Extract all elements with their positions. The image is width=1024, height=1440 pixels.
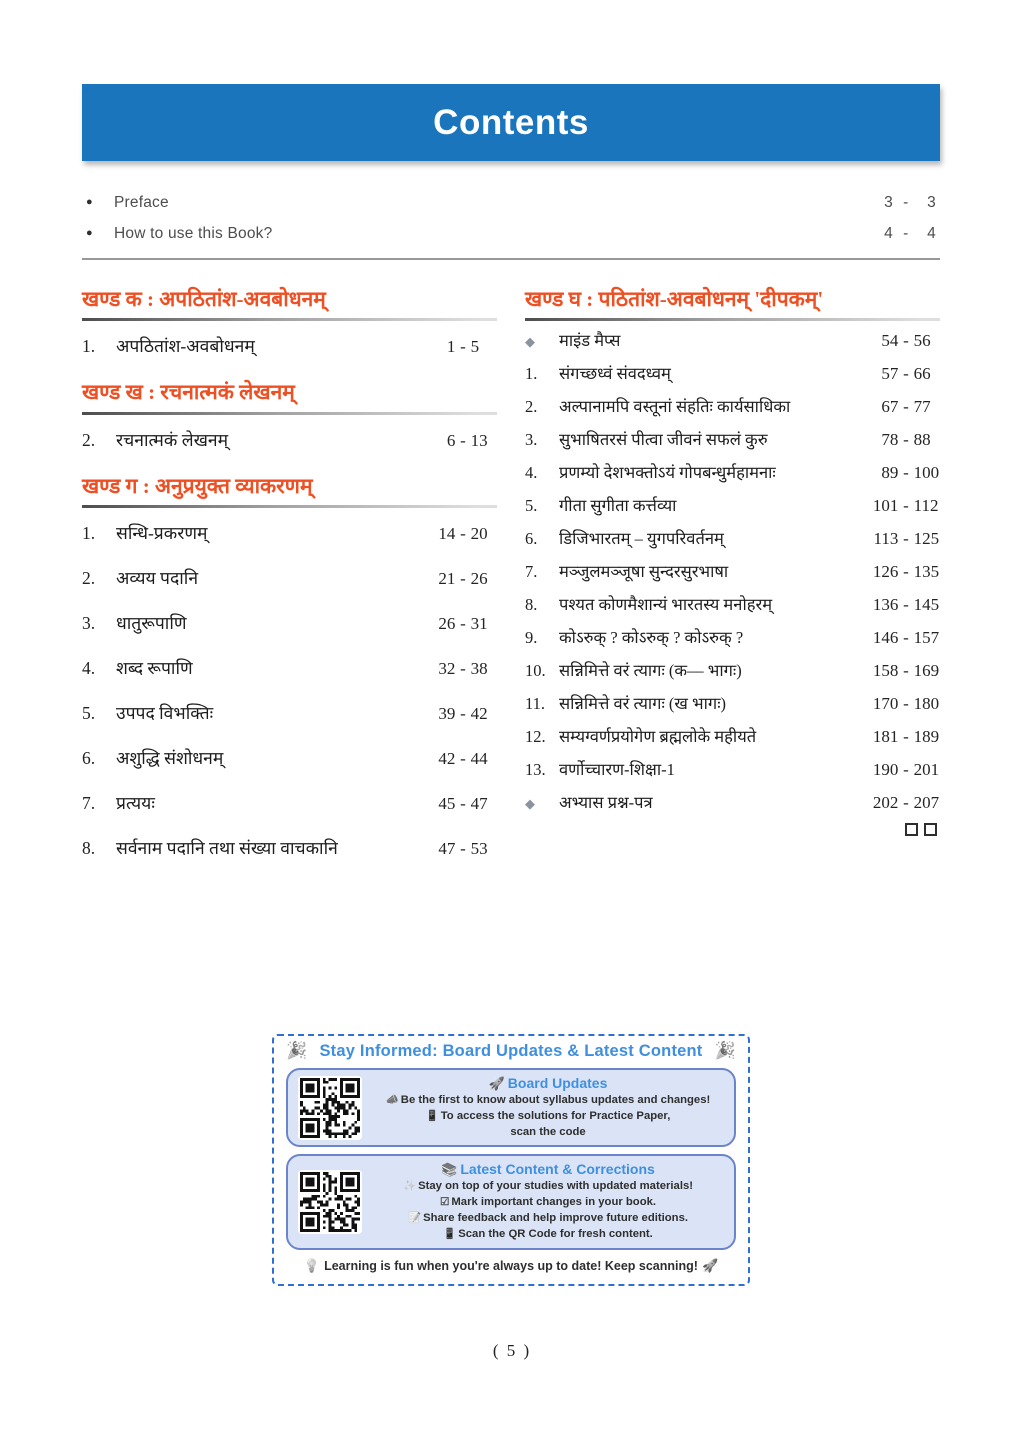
toc-entry bbox=[82, 690, 497, 735]
toc-entry-title: पश्यत कोणमैशान्यं भारतस्य मनोहरम् bbox=[559, 595, 773, 615]
diamond-bullet-icon: ◆ bbox=[525, 334, 535, 350]
toc-entry-pages bbox=[872, 694, 940, 714]
toc-entry-number: 1. bbox=[525, 364, 538, 384]
toc-entry bbox=[82, 645, 497, 690]
toc-entry-pages bbox=[872, 727, 940, 747]
toc-entry-title: मञ्जुलमञ्जूषा सुन्दरसुरभाषा bbox=[559, 562, 729, 582]
page-start: 4 bbox=[884, 224, 893, 242]
page-start: 170 bbox=[872, 694, 899, 714]
page-start: 136 bbox=[872, 595, 899, 615]
toc-entry-title: सन्निमित्ते वरं त्यागः (ख भागः) bbox=[559, 694, 727, 714]
info-card-line bbox=[372, 1195, 724, 1211]
toc-entry-pages bbox=[872, 760, 940, 780]
toc-section bbox=[82, 473, 497, 870]
toc-entry-number: 5. bbox=[525, 496, 538, 516]
front-matter-pages bbox=[876, 194, 936, 212]
mobile-phone-icon: 📱 bbox=[425, 1109, 439, 1122]
heading-underline bbox=[82, 412, 497, 415]
toc-entry-pages bbox=[872, 661, 940, 681]
page-end: 112 bbox=[913, 496, 939, 516]
end-square-icon bbox=[924, 823, 937, 836]
toc-entry bbox=[525, 554, 940, 587]
toc-entry-pages bbox=[429, 659, 497, 679]
megaphone-icon: 📣 bbox=[385, 1094, 399, 1106]
toc-entry-number: 1. bbox=[82, 336, 96, 357]
page-start: 181 bbox=[872, 727, 899, 747]
info-card-line-text: Scan the QR Code for fresh content. bbox=[458, 1227, 653, 1240]
toc-entry-title: गीता सुगीता कर्त्तव्या bbox=[559, 496, 677, 516]
info-card-line-text: Mark important changes in your book. bbox=[451, 1196, 657, 1209]
toc-entry bbox=[525, 653, 940, 686]
toc-entry-pages bbox=[872, 562, 940, 582]
page-start: 26 bbox=[438, 613, 456, 633]
toc-entry bbox=[82, 555, 497, 600]
toc-entry-number: 9. bbox=[525, 628, 538, 648]
toc-entry-pages bbox=[429, 337, 497, 357]
toc-entry-number: 2. bbox=[82, 429, 96, 450]
toc-entry-title: सर्वनाम पदानि तथा संख्या वाचकानि bbox=[116, 837, 338, 858]
page-start: 47 bbox=[438, 838, 456, 858]
page-dash: - bbox=[903, 397, 909, 417]
toc-entry-number: 7. bbox=[525, 562, 538, 582]
info-card-line bbox=[372, 1227, 724, 1243]
toc-entry bbox=[525, 488, 940, 521]
info-card-body bbox=[372, 1161, 724, 1242]
page-dash: - bbox=[903, 595, 909, 615]
page-start: 126 bbox=[872, 562, 899, 582]
toc-entry bbox=[525, 521, 940, 554]
stay-informed-box bbox=[272, 1034, 750, 1286]
memo-icon: 📝 bbox=[408, 1212, 422, 1225]
toc-entry-title: शब्द रूपाणि bbox=[116, 657, 193, 678]
toc-entry-title: सम्यग्वर्णप्रयोगेण ब्रह्मलोके महीयते bbox=[559, 727, 757, 747]
front-matter-item bbox=[86, 218, 936, 249]
toc-entry-pages bbox=[872, 364, 940, 384]
page-dash: - bbox=[460, 337, 466, 357]
toc-entry-number: 6. bbox=[82, 747, 96, 768]
toc-entry-title: प्रत्ययः bbox=[116, 792, 155, 813]
toc-entry-number: 12. bbox=[525, 727, 546, 747]
mobile-phone-icon: 📱 bbox=[443, 1227, 457, 1240]
page-end: 13 bbox=[470, 430, 488, 450]
page-end: 169 bbox=[913, 661, 940, 681]
page-end: 100 bbox=[913, 463, 940, 483]
page-start: 78 bbox=[881, 430, 899, 450]
toc-entry-number: 8. bbox=[82, 837, 96, 858]
front-matter-pages bbox=[876, 225, 936, 243]
info-box-footer bbox=[286, 1258, 736, 1274]
toc-entry bbox=[82, 600, 497, 645]
stay-informed-title-row bbox=[286, 1041, 736, 1061]
toc-entry-number: 4. bbox=[525, 463, 538, 483]
toc-entry-number: 13. bbox=[525, 760, 546, 780]
toc-entry-number: 3. bbox=[525, 430, 538, 450]
front-matter-label: How to use this Book? bbox=[114, 224, 273, 242]
page-dash: - bbox=[903, 694, 909, 714]
page-dash: - bbox=[460, 568, 466, 588]
page-start: 57 bbox=[881, 364, 899, 384]
toc-entry-pages bbox=[872, 331, 940, 351]
heading-underline bbox=[82, 505, 497, 508]
toc-entry bbox=[525, 686, 940, 719]
toc-entry-number: 10. bbox=[525, 661, 546, 681]
toc-entry bbox=[525, 719, 940, 752]
toc-entry bbox=[525, 356, 940, 389]
toc-right-column bbox=[525, 286, 940, 870]
toc-entry-pages bbox=[872, 496, 940, 516]
toc-entry bbox=[525, 752, 940, 785]
page-dash: - bbox=[903, 793, 909, 813]
info-card bbox=[286, 1068, 736, 1147]
page-dash: - bbox=[903, 628, 909, 648]
info-card-header-text: Board Updates bbox=[507, 1075, 608, 1091]
toc-entry-title: अशुद्धि संशोधनम् bbox=[116, 747, 224, 768]
page-start: 146 bbox=[872, 628, 899, 648]
page-end: 201 bbox=[913, 760, 940, 780]
page-dash: - bbox=[460, 658, 466, 678]
page-end: 77 bbox=[913, 397, 931, 417]
toc-entry-pages bbox=[429, 431, 497, 451]
rocket-icon: 🚀 bbox=[701, 1257, 719, 1273]
info-card-header bbox=[372, 1075, 724, 1092]
page-dash: - bbox=[903, 224, 909, 242]
page-dash: - bbox=[460, 793, 466, 813]
page-start: 6 bbox=[446, 430, 456, 450]
front-matter-label: Preface bbox=[114, 193, 169, 211]
page-dash: - bbox=[460, 523, 466, 543]
end-of-contents-marker bbox=[525, 823, 940, 836]
page-end: 157 bbox=[913, 628, 940, 648]
toc-entry-title: सुभाषितरसं पीत्वा जीवनं सफलं कुरु bbox=[559, 430, 768, 450]
info-card-line-text: scan the code bbox=[510, 1125, 586, 1138]
page-dash: - bbox=[460, 703, 466, 723]
toc-entry-pages bbox=[429, 794, 497, 814]
page-start: 42 bbox=[438, 748, 456, 768]
toc-entry-pages bbox=[429, 839, 497, 859]
page-end: 53 bbox=[470, 838, 488, 858]
page-start: 21 bbox=[438, 568, 456, 588]
page-start: 67 bbox=[881, 397, 899, 417]
info-card-line bbox=[372, 1211, 724, 1227]
toc-entry bbox=[525, 389, 940, 422]
toc-entry bbox=[525, 620, 940, 653]
page-end: 189 bbox=[913, 727, 940, 747]
page-dash: - bbox=[903, 562, 909, 582]
page-end: 207 bbox=[913, 793, 940, 813]
page-start: 3 bbox=[884, 193, 893, 211]
toc-entry-pages bbox=[872, 430, 940, 450]
checkbox-icon: ☑ bbox=[439, 1196, 450, 1209]
page-end: 56 bbox=[913, 331, 931, 351]
toc-entry-pages bbox=[872, 595, 940, 615]
page-dash: - bbox=[903, 496, 909, 516]
toc-entry bbox=[82, 735, 497, 780]
diamond-bullet-icon: ◆ bbox=[525, 796, 535, 812]
page-start: 54 bbox=[881, 331, 899, 351]
page-start: 190 bbox=[872, 760, 899, 780]
page-start: 32 bbox=[438, 658, 456, 678]
toc-entry-title: संगच्छध्वं संवदध्वम् bbox=[559, 364, 671, 384]
page-dash: - bbox=[460, 613, 466, 633]
page-end: 4 bbox=[927, 224, 936, 242]
party-popper-icon: 🎉 bbox=[286, 1041, 308, 1060]
page-start: 1 bbox=[446, 337, 456, 357]
page-end: 180 bbox=[913, 694, 940, 714]
toc-entry bbox=[525, 323, 940, 356]
page-start: 113 bbox=[873, 529, 899, 549]
page-dash: - bbox=[460, 838, 466, 858]
page-start: 158 bbox=[872, 661, 899, 681]
sparkles-icon: ✨ bbox=[403, 1180, 417, 1193]
page-start: 89 bbox=[881, 463, 899, 483]
page-end: 125 bbox=[913, 529, 940, 549]
page-start: 202 bbox=[872, 793, 899, 813]
bullet-icon: ● bbox=[86, 227, 93, 239]
toc-entry-number: 7. bbox=[82, 792, 96, 813]
section-heading: खण्ड क : अपठितांश-अवबोधनम् bbox=[82, 287, 326, 311]
toc-entry-pages bbox=[872, 793, 940, 813]
page-dash: - bbox=[903, 364, 909, 384]
page-dash: - bbox=[903, 760, 909, 780]
info-card-line-text: Be the first to know about syllabus updates and changes! bbox=[400, 1094, 711, 1106]
page-dash: - bbox=[903, 661, 909, 681]
page-end: 31 bbox=[470, 613, 488, 633]
toc-entry bbox=[82, 780, 497, 825]
toc-entry-title: धातुरूपाणि bbox=[116, 612, 187, 633]
toc-section bbox=[525, 286, 940, 818]
toc-left-column bbox=[82, 286, 497, 870]
toc-entry-pages bbox=[429, 704, 497, 724]
toc-entry-number: 11. bbox=[525, 694, 546, 714]
info-card-body bbox=[372, 1075, 724, 1140]
info-card-line-text: Share feedback and help improve future editions. bbox=[423, 1212, 688, 1225]
page-start: 39 bbox=[438, 703, 456, 723]
toc-entry-number: 6. bbox=[525, 529, 538, 549]
toc-entry-pages bbox=[872, 397, 940, 417]
page-dash: - bbox=[903, 430, 909, 450]
toc-entry bbox=[82, 825, 497, 870]
page-dash: - bbox=[903, 331, 909, 351]
books-icon: 📚 bbox=[441, 1162, 458, 1178]
qr-code bbox=[298, 1170, 362, 1234]
toc-entry bbox=[82, 510, 497, 555]
toc-entry-title: सन्निमित्ते वरं त्यागः (क— भागः) bbox=[559, 661, 742, 681]
toc-entry bbox=[525, 422, 940, 455]
toc-entry-number: 2. bbox=[82, 567, 96, 588]
page-end: 44 bbox=[470, 748, 488, 768]
page-dash: - bbox=[903, 529, 909, 549]
info-card-line bbox=[372, 1109, 724, 1125]
toc-entry-title: उपपद विभक्तिः bbox=[116, 702, 214, 723]
toc-entry-pages bbox=[872, 463, 940, 483]
page-dash: - bbox=[460, 748, 466, 768]
toc-entry-pages bbox=[429, 569, 497, 589]
page-start: 101 bbox=[872, 496, 899, 516]
toc-columns bbox=[82, 286, 940, 870]
info-card-line bbox=[372, 1179, 724, 1195]
toc-entry-pages bbox=[429, 524, 497, 544]
heading-underline bbox=[525, 318, 940, 321]
toc-entry-title: माइंड मैप्स bbox=[559, 331, 621, 351]
toc-entry-number: 1. bbox=[82, 522, 96, 543]
page-title: Contents bbox=[433, 102, 589, 142]
page-start: 14 bbox=[438, 523, 456, 543]
toc-entry bbox=[82, 323, 497, 368]
front-matter-item bbox=[86, 187, 936, 218]
rocket-icon: 🚀 bbox=[488, 1076, 505, 1091]
page-end: 47 bbox=[470, 793, 488, 813]
page-dash: - bbox=[903, 193, 909, 211]
toc-entry-number: 4. bbox=[82, 657, 96, 678]
toc-entry-pages bbox=[429, 614, 497, 634]
toc-entry-title: वर्णोच्चारण-शिक्षा-1 bbox=[559, 760, 675, 780]
section-heading: खण्ड घ : पठितांश-अवबोधनम् 'दीपकम्' bbox=[525, 287, 824, 311]
section-heading: खण्ड ख : रचनात्मकं लेखनम् bbox=[82, 380, 295, 405]
toc-entry bbox=[525, 785, 940, 818]
front-matter-list bbox=[82, 187, 940, 249]
bullet-icon: ● bbox=[86, 196, 93, 208]
section-heading: खण्ड ग : अनुप्रयुक्त व्याकरणम् bbox=[82, 473, 313, 498]
page-end: 145 bbox=[913, 595, 940, 615]
section-divider bbox=[82, 258, 940, 260]
light-bulb-icon: 💡 bbox=[303, 1257, 321, 1273]
page-end: 88 bbox=[913, 430, 931, 450]
toc-entry-number: 2. bbox=[525, 397, 538, 417]
info-footer-text: Learning is fun when you're always up to date! Keep scanning! bbox=[324, 1258, 698, 1273]
stay-informed-title: Stay Informed: Board Updates & Latest Content bbox=[319, 1041, 703, 1060]
page-start: 45 bbox=[438, 793, 456, 813]
page-end: 42 bbox=[470, 703, 488, 723]
page-dash: - bbox=[903, 727, 909, 747]
party-popper-icon: 🎉 bbox=[714, 1041, 736, 1060]
toc-entry-title: अल्पानामपि वस्तूनां संहतिः कार्यसाधिका bbox=[559, 397, 791, 417]
toc-entry bbox=[525, 455, 940, 488]
page-end: 66 bbox=[913, 364, 931, 384]
end-square-icon bbox=[905, 823, 918, 836]
toc-entry-pages bbox=[872, 529, 940, 549]
contents-header-bar bbox=[82, 84, 940, 161]
toc-entry-title: कोऽरुक् ? कोऽरुक् ? कोऽरुक् ? bbox=[559, 628, 744, 648]
toc-entry-title: प्रणम्यो देशभक्तोऽयं गोपबन्धुर्महामनाः bbox=[559, 463, 776, 483]
page-end: 38 bbox=[470, 658, 488, 678]
info-card-line bbox=[372, 1125, 724, 1141]
page-end: 5 bbox=[470, 337, 480, 357]
page-number: ( 5 ) bbox=[492, 1341, 532, 1360]
toc-entry-title: अभ्यास प्रश्न-पत्र bbox=[559, 793, 653, 813]
page-end: 3 bbox=[927, 193, 936, 211]
toc-section bbox=[82, 379, 497, 461]
heading-underline bbox=[82, 318, 497, 321]
info-card-line bbox=[372, 1093, 724, 1109]
toc-entry-pages bbox=[429, 749, 497, 769]
qr-code bbox=[298, 1076, 362, 1140]
page-dash: - bbox=[903, 463, 909, 483]
toc-section bbox=[82, 286, 497, 368]
info-card-header bbox=[372, 1161, 724, 1178]
info-card-header-text: Latest Content & Corrections bbox=[460, 1161, 655, 1178]
page-end: 135 bbox=[913, 562, 940, 582]
toc-entry-title: रचनात्मकं लेखनम् bbox=[116, 429, 229, 450]
page-end: 20 bbox=[470, 523, 488, 543]
toc-entry-number: 5. bbox=[82, 702, 96, 723]
toc-entry-title: सन्धि-प्रकरणम् bbox=[116, 522, 208, 543]
toc-entry-title: डिजिभारतम् – युगपरिवर्तनम् bbox=[559, 529, 724, 549]
toc-entry-pages bbox=[872, 628, 940, 648]
page-end: 26 bbox=[470, 568, 488, 588]
toc-entry bbox=[525, 587, 940, 620]
page-dash: - bbox=[460, 430, 466, 450]
toc-entry-number: 3. bbox=[82, 612, 96, 633]
toc-entry-title: अपठितांश-अवबोधनम् bbox=[116, 336, 255, 357]
info-card-line-text: Stay on top of your studies with updated materials! bbox=[418, 1180, 693, 1193]
toc-entry bbox=[82, 417, 497, 462]
info-card bbox=[286, 1154, 736, 1249]
toc-entry-title: अव्यय पदानि bbox=[116, 567, 199, 588]
info-card-line-text: To access the solutions for Practice Paper, bbox=[440, 1109, 671, 1122]
toc-entry-number: 8. bbox=[525, 595, 538, 615]
